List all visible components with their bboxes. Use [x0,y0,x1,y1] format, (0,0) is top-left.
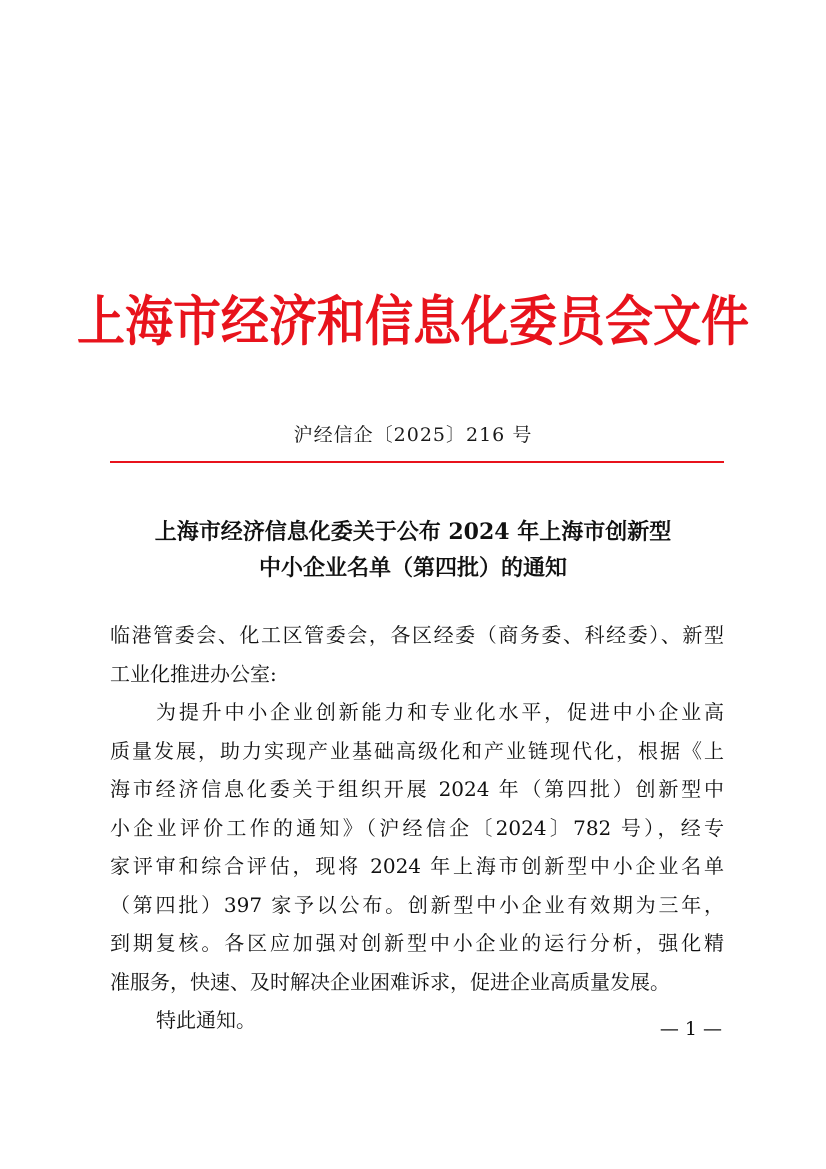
red-divider-line [110,461,724,463]
page-number: — 1 — [659,1018,722,1040]
document-title [0,514,826,586]
title-line-2: 中小企业名单（第四批）的通知 [258,555,567,581]
body-line: 为提升中小企业创新能力和专业化水平，促进中小企业高 [156,700,724,724]
body-line: 临港管委会、化工区管委会，各区经委（商务委、科经委）、新型 [110,623,724,647]
body-line: （第四批）397 家予以公布。创新型中小企业有效期为三年， [110,892,724,917]
closing-remark: 特此通知。 [156,1008,256,1032]
body-line: 质量发展，助力实现产业基础高级化和产业链现代化，根据《上 [110,738,724,763]
body-line: 小企业评价工作的通知》（沪经信企〔2024〕782 号），经专 [110,815,724,840]
body-line: 到期复核。各区应加强对创新型中小企业的运行分析，强化精 [110,931,724,955]
body-line: 准服务，快速、及时解决企业困难诉求，促进企业高质量发展。 [110,969,670,994]
body-line: 海市经济信息化委关于组织开展 2024 年（第四批）创新型中 [110,777,724,801]
document-body [110,616,724,1040]
issuer-red-header: 上海市经济和信息化委员会文件 [76,290,749,354]
document-number: 沪经信企〔2025〕216 号 [293,424,533,446]
title-line-1: 上海市经济信息化委关于公布 2024 年上海市创新型 [154,519,672,545]
body-line: 家评审和综合评估，现将 2024 年上海市创新型中小企业名单 [110,854,724,878]
body-line: 工业化推进办公室: [110,661,277,686]
